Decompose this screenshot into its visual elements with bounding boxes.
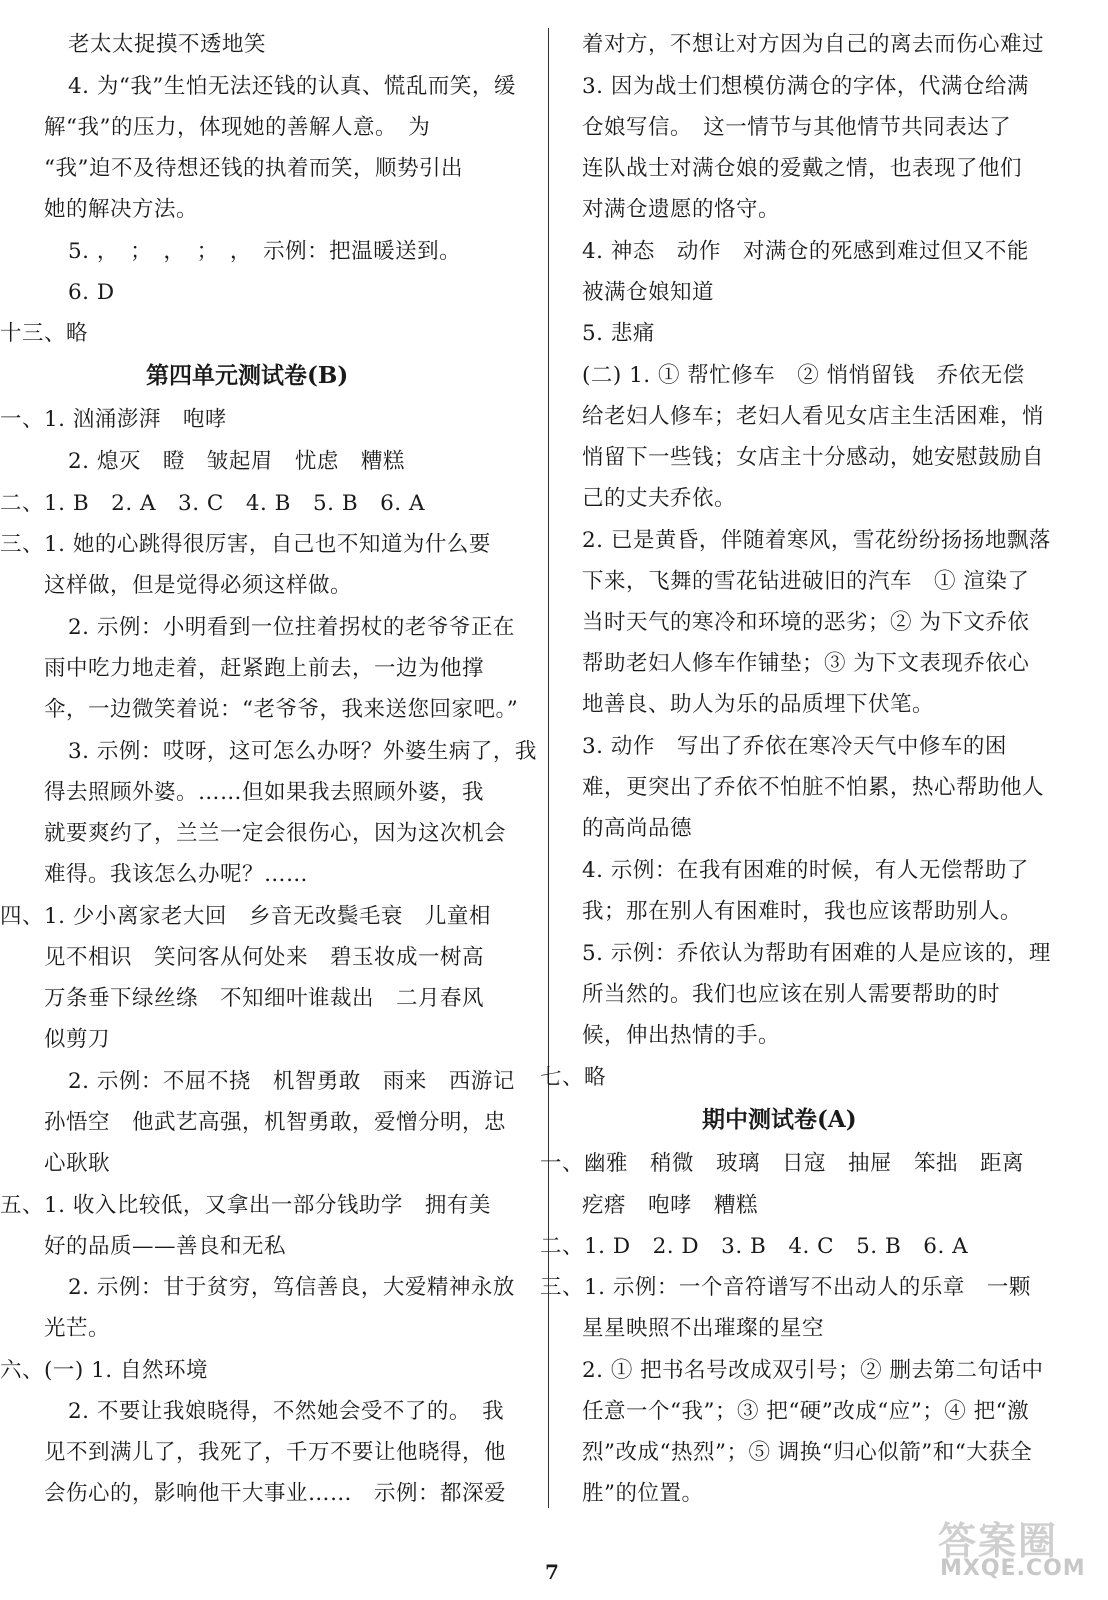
answer-line: 五、1. 收入比较低，又拿出一部分钱助学 拥有美 bbox=[0, 1193, 491, 1218]
answer-line: 万条垂下绿丝绦 不知细叶谁裁出 二月春风 bbox=[44, 986, 485, 1011]
answer-line: 见不相识 笑问客从何处来 碧玉妆成一树高 bbox=[44, 945, 485, 970]
answer-line: 一、1. 汹涌澎湃 咆哮 bbox=[0, 407, 227, 432]
answer-line: “我”迫不及待想还钱的执着而笑，顺势引出 bbox=[44, 156, 463, 181]
answer-line: 难，更突出了乔依不怕脏不怕累，热心帮助他人 bbox=[582, 775, 1045, 800]
answer-line: 帮助老妇人修车作铺垫；③ 为下文表现乔依心 bbox=[582, 651, 1030, 676]
answer-line: 会伤心的，影响他干大事业…… 示例：都深爱 bbox=[44, 1481, 507, 1506]
answer-line: 2. ① 把书名号改成双引号；② 删去第二句话中 bbox=[582, 1358, 1044, 1383]
answer-line: 连队战士对满仓娘的爱戴之情，也表现了他们 bbox=[582, 156, 1023, 181]
answer-line: 2. 示例：甘于贫穷，笃信善良，大爱精神永放 bbox=[68, 1275, 515, 1300]
answer-line: 5. 示例：乔依认为帮助有困难的人是应该的，理 bbox=[582, 941, 1051, 966]
answer-line: 2. 已是黄昏，伴随着寒风，雪花纷纷扬扬地飘落 bbox=[582, 528, 1051, 553]
answer-line: 光芒。 bbox=[44, 1316, 111, 1341]
answer-line: 己的丈夫乔依。 bbox=[582, 486, 737, 511]
answer-line: 给老妇人修车；老妇人看见女店主生活困难，悄 bbox=[582, 404, 1045, 429]
answer-line: 就要爽约了，兰兰一定会很伤心，因为这次机会 bbox=[44, 821, 507, 846]
answer-line: 她的解决方法。 bbox=[44, 197, 199, 222]
answer-line: 4. 神态 动作 对满仓的死感到难过但又不能 bbox=[582, 239, 1029, 264]
answer-line: 2. 示例：不屈不挠 机智勇敢 雨来 西游记 bbox=[68, 1069, 515, 1094]
answer-line: 雨中吃力地走着，赶紧跑上前去，一边为他撑 bbox=[44, 656, 485, 681]
answer-line: 3. 因为战士们想模仿满仓的字体，代满仓给满 bbox=[582, 74, 1029, 99]
answer-line: 老太太捉摸不透地笑 bbox=[68, 32, 267, 57]
watermark-title: 答案圈 bbox=[938, 1519, 1059, 1563]
answer-line: 四、1. 少小离家老大回 乡音无改鬓毛衰 儿童相 bbox=[0, 904, 491, 929]
answer-line: 七、略 bbox=[540, 1065, 607, 1090]
answer-line: 被满仓娘知道 bbox=[582, 280, 715, 305]
answer-line: 星星映照不出璀璨的星空 bbox=[582, 1316, 825, 1341]
answer-line: 三、1. 她的心跳得很厉害，自己也不知道为什么要 bbox=[0, 532, 491, 557]
answer-line: 3. 动作 写出了乔依在寒冷天气中修车的困 bbox=[582, 734, 1007, 759]
answer-line: 孙悟空 他武艺高强，机智勇敢，爱憎分明，忠 bbox=[44, 1110, 507, 1135]
answer-line: (二) 1. ① 帮忙修车 ② 悄悄留钱 乔依无偿 bbox=[582, 363, 1025, 388]
answer-line: 见不到满儿了，我死了，千万不要让他晓得，他 bbox=[44, 1440, 507, 1465]
answer-line: 2. 熄灭 瞪 皱起眉 忧虑 糟糕 bbox=[68, 449, 405, 474]
answer-line: 2. 示例：小明看到一位拄着拐杖的老爷爷正在 bbox=[68, 615, 515, 640]
section-title: 第四单元测试卷(B) bbox=[146, 362, 349, 389]
answer-line: 难得。我该怎么办呢？…… bbox=[44, 862, 309, 887]
answer-line: 4. 示例：在我有困难的时候，有人无偿帮助了 bbox=[582, 858, 1029, 883]
answer-line: 下来，飞舞的雪花钻进破旧的汽车 ① 渲染了 bbox=[582, 569, 1030, 594]
watermark-url: MXQE.COM bbox=[940, 1556, 1086, 1581]
answer-line: 对满仓遗愿的恪守。 bbox=[582, 197, 781, 222]
watermark-logo bbox=[930, 1510, 1100, 1590]
answer-line: 当时天气的寒冷和环境的恶劣；② 为下文乔依 bbox=[582, 610, 1030, 635]
answer-line: 悄留下一些钱；女店主十分感动，她安慰鼓励自 bbox=[582, 445, 1045, 470]
answer-line: 好的品质——善良和无私 bbox=[44, 1234, 287, 1259]
answer-line: 心耿耿 bbox=[44, 1151, 111, 1176]
answer-line: 4. 为“我”生怕无法还钱的认真、慌乱而笑，缓 bbox=[68, 74, 516, 99]
answer-line: 胜”的位置。 bbox=[582, 1481, 704, 1506]
answer-line: 地善良、助人为乐的品质埋下伏笔。 bbox=[582, 692, 935, 717]
answer-line: 二、1. B 2. A 3. C 4. B 5. B 6. A bbox=[0, 491, 425, 516]
section-title: 期中测试卷(A) bbox=[702, 1106, 857, 1133]
answer-line: 二、1. D 2. D 3. B 4. C 5. B 6. A bbox=[540, 1234, 969, 1259]
answer-line: 似剪刀 bbox=[44, 1027, 111, 1052]
answer-line: 3. 示例：哎呀，这可怎么办呀？外婆生病了，我 bbox=[68, 739, 537, 764]
answer-line: 三、1. 示例：一个音符谱写不出动人的乐章 一颗 bbox=[540, 1275, 1031, 1300]
answer-line: 任意一个“我”；③ 把“硬”改成“应”；④ 把“激 bbox=[582, 1399, 1030, 1424]
answer-line: 烈”改成“热烈”；⑤ 调换“归心似箭”和“大获全 bbox=[582, 1440, 1033, 1465]
answer-line: 6. D bbox=[68, 280, 115, 305]
answer-line: 六、(一) 1. 自然环境 bbox=[0, 1358, 208, 1383]
answer-line: 5. ， ； ， ； ， 示例：把温暖送到。 bbox=[68, 239, 462, 264]
answer-line: 候，伸出热情的手。 bbox=[582, 1023, 781, 1048]
answer-line: 这样做，但是觉得必须这样做。 bbox=[44, 573, 353, 598]
page-number: 7 bbox=[545, 1560, 559, 1584]
answer-line: 的高尚品德 bbox=[582, 816, 693, 841]
answer-line: 一、幽雅 稍微 玻璃 日寇 抽屉 笨拙 距离 bbox=[540, 1151, 1025, 1176]
answer-line: 疙瘩 咆哮 糟糕 bbox=[582, 1193, 759, 1218]
answer-line: 2. 不要让我娘晓得，不然她会受不了的。 我 bbox=[68, 1399, 505, 1424]
answer-line: 伞，一边微笑着说：“老爷爷，我来送您回家吧。” bbox=[44, 697, 519, 722]
answer-line: 仓娘写信。 这一情节与其他情节共同表达了 bbox=[582, 115, 1012, 140]
answer-line: 得去照顾外婆。……但如果我去照顾外婆，我 bbox=[44, 780, 485, 805]
answer-line: 十三、略 bbox=[0, 321, 89, 346]
answer-line: 着对方，不想让对方因为自己的离去而伤心难过 bbox=[582, 32, 1045, 57]
answer-line: 5. 悲痛 bbox=[582, 321, 655, 346]
answer-line: 解“我”的压力，体现她的善解人意。 为 bbox=[44, 115, 431, 140]
answer-line: 我；那在别人有困难时，我也应该帮助别人。 bbox=[582, 899, 1023, 924]
answer-line: 所当然的。我们也应该在别人需要帮助的时 bbox=[582, 982, 1001, 1007]
